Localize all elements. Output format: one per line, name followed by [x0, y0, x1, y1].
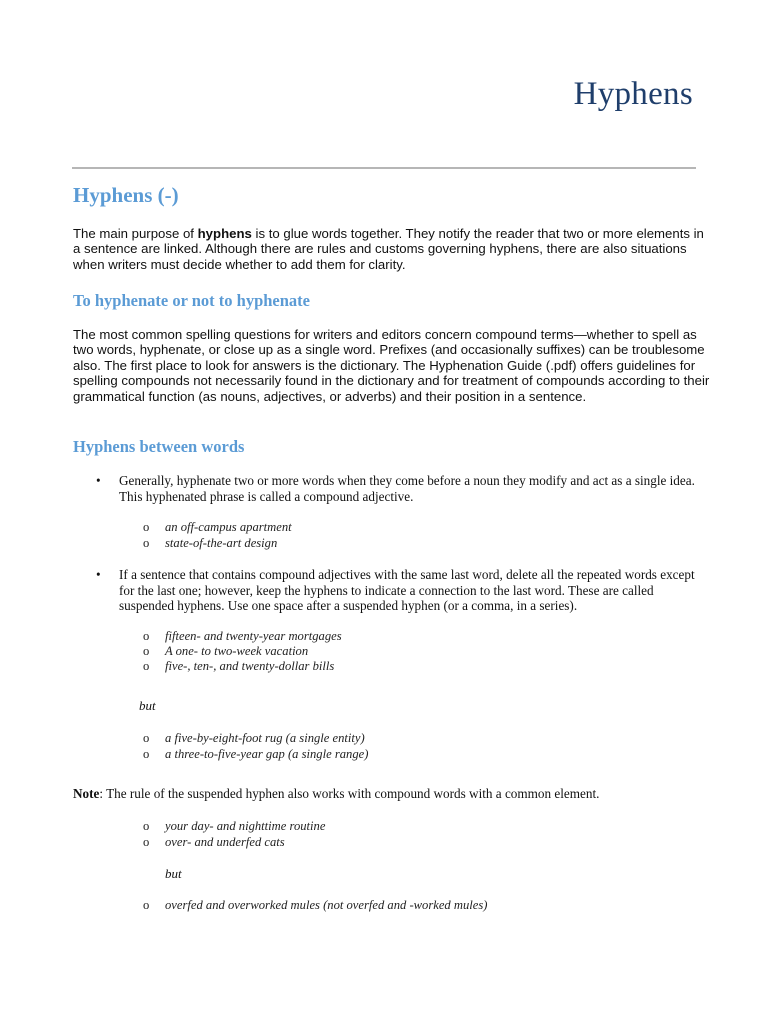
section2-heading: Hyphens between words [73, 437, 245, 456]
sub-bullet-marker: o [143, 835, 150, 849]
counter-example-item [143, 747, 368, 762]
sub-bullet-marker: o [143, 659, 150, 673]
example-text: a three-to-five-year gap (a single range) [165, 747, 369, 761]
sub-bullet-marker: o [143, 898, 150, 912]
example-text: an off-campus apartment [165, 520, 292, 534]
note-text: : The rule of the suspended hyphen also works with compound words with a common element. [99, 786, 600, 801]
intro-bold-term: hyphens [197, 226, 252, 241]
note-but-label: but [165, 866, 182, 881]
sub-bullet-marker: o [143, 747, 150, 761]
example-text: five-, ten-, and twenty-dollar bills [165, 659, 335, 673]
bullet-marker: • [96, 567, 101, 582]
sub-bullet-marker: o [143, 629, 150, 643]
example-text: a five-by-eight-foot rug (a single entity) [165, 731, 365, 745]
document-title: Hyphens [573, 76, 693, 112]
note-example-item [143, 819, 325, 834]
example-text: over- and underfed cats [165, 835, 285, 849]
horizontal-divider [72, 167, 696, 169]
bullet-text: Generally, hyphenate two or more words when they come before a noun they modify and act as a single idea. This hyphenated phrase is called a compound adjective. [119, 473, 695, 504]
sub-bullet-marker: o [143, 819, 150, 833]
example-item [143, 659, 334, 674]
example-item [143, 536, 277, 551]
intro-paragraph [73, 226, 713, 272]
note-example-item [143, 835, 285, 850]
sub-bullet-marker: o [143, 520, 150, 534]
sub-bullet-marker: o [143, 536, 150, 550]
section1-heading: To hyphenate or not to hyphenate [73, 291, 311, 310]
intro-text-start: The main purpose of [73, 226, 198, 241]
note-counter-example-item [143, 898, 487, 913]
sub-bullet-marker: o [143, 644, 150, 658]
example-text: fifteen- and twenty-year mortgages [165, 629, 342, 643]
counter-example-item [143, 731, 365, 746]
section1-paragraph: The most common spelling questions for writers and editors concern compound terms—whether to spell as two words, hyphenate, or close up as a single word. Prefixes (and occasionally suffixes) can be troublesome also. The first place to look for answers is the dictionary. The Hyphenation Guide (.pdf) offers guidelines for spelling compounds not necessarily found in the dictionary and for treatment of compounds according to their grammatical function (as nouns, adjectives, or adverbs) and their position in a sentence. [73, 327, 710, 404]
example-item [143, 644, 308, 659]
bullet-text: If a sentence that contains compound adjectives with the same last word, delete all the repeated words except for the last one; however, keep the hyphens to indicate a connection to the last word. These are called suspended hyphens. Use one space after a suspended hyphen (or a comma, in a series). [119, 567, 695, 614]
example-text: state-of-the-art design [165, 536, 278, 550]
note-paragraph [73, 786, 713, 802]
note-label: Note [73, 786, 100, 801]
intro-text-end: is to glue words together. They notify the reader that two or more elements in a sentence are linked. Although there are rules and customs governing hyphens, there are also situations when writers must decide whether to add them for clarity. [73, 226, 704, 272]
sub-bullet-marker: o [143, 731, 150, 745]
main-heading: Hyphens (-) [73, 183, 179, 207]
example-text: your day- and nighttime routine [165, 819, 326, 833]
example-text: A one- to two-week vacation [165, 644, 309, 658]
example-item [143, 629, 342, 644]
example-text: overfed and overworked mules (not overfed and -worked mules) [165, 898, 488, 912]
bullet-marker: • [96, 473, 101, 488]
example-item [143, 520, 292, 535]
but-label: but [139, 698, 156, 713]
